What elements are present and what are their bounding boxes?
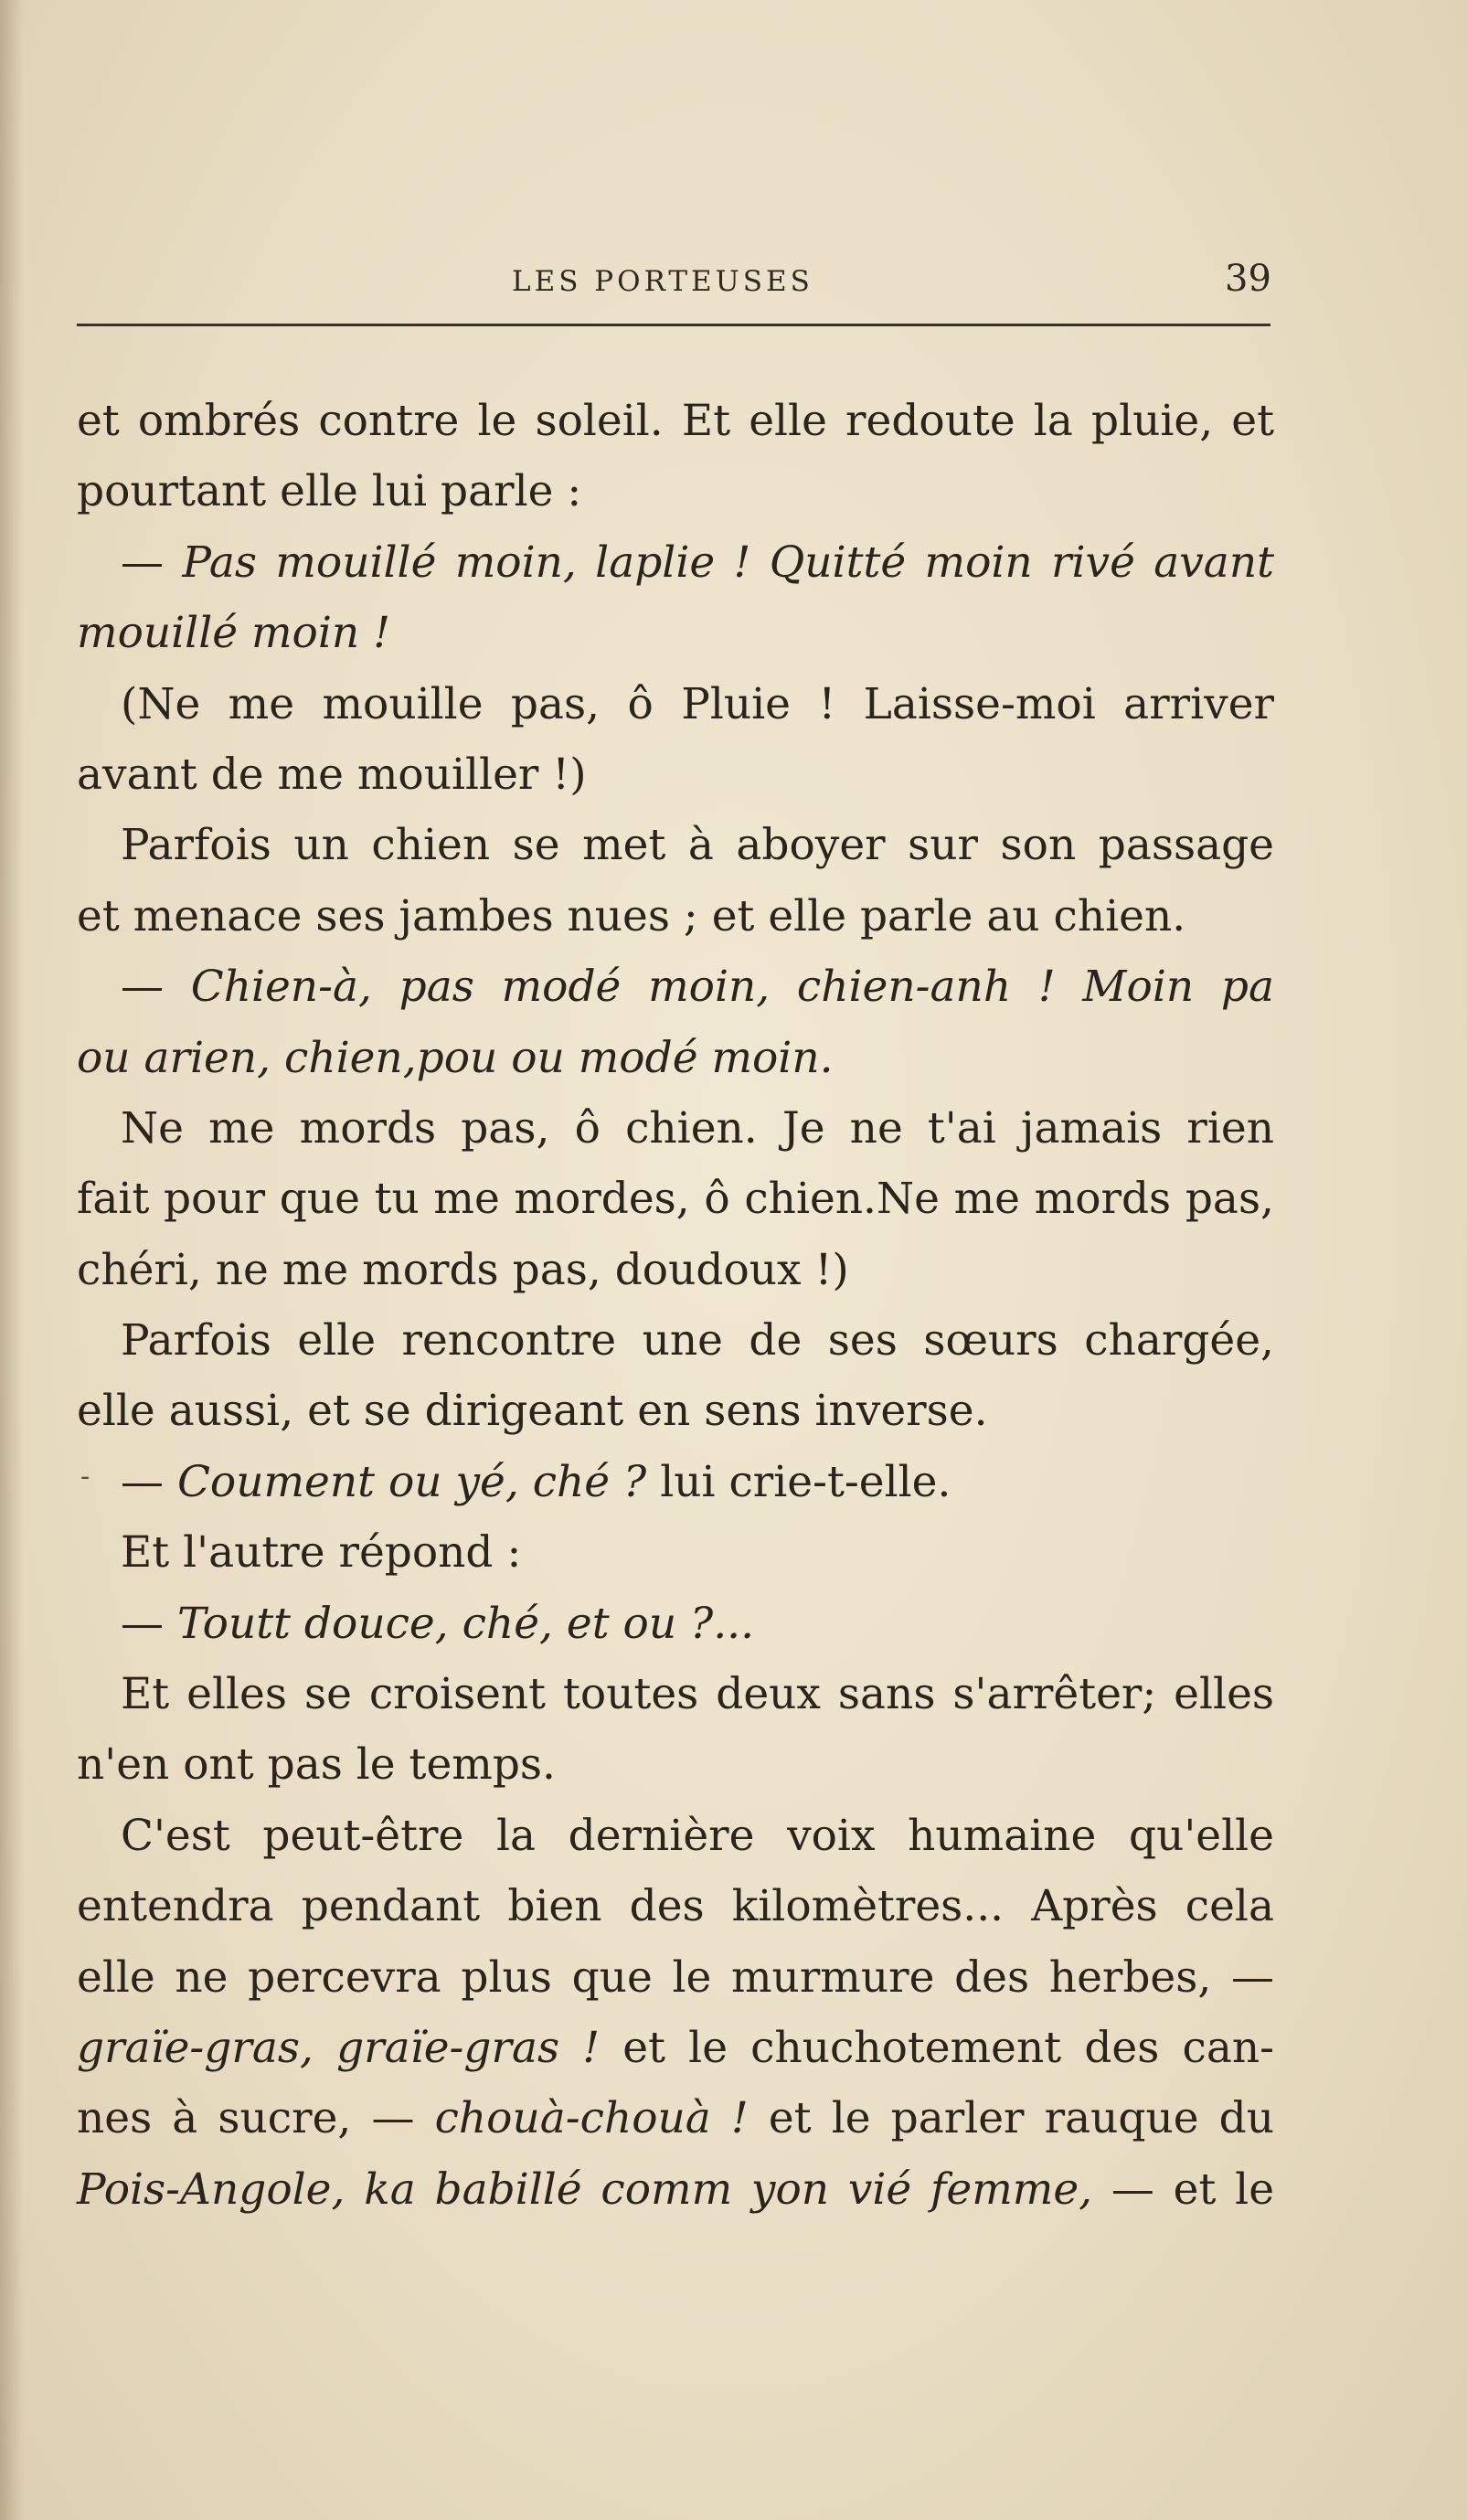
text-segment: Parfois elle rencontre une de ses sœurs chargée, (121, 1315, 1274, 1366)
text-line (77, 527, 1274, 598)
text-line (77, 1023, 1274, 1093)
body-text (77, 386, 1274, 2225)
text-line (77, 2013, 1274, 2083)
text-line (77, 739, 1274, 810)
page-gutter-shadow (0, 0, 24, 2520)
text-line (77, 2083, 1274, 2153)
running-title: LES PORTEUSES (512, 265, 813, 298)
stray-mark: - (80, 1461, 90, 1493)
text-segment: avant de me mouiller !) (77, 749, 587, 800)
page-header (0, 258, 1467, 313)
text-segment: elle aussi, et se dirigeant en sens inverse. (77, 1386, 988, 1437)
text-segment: chéri, ne me mords pas, doudoux !) (77, 1244, 849, 1295)
text-segment: C'est peut-être la dernière voix humaine qu'elle (121, 1810, 1274, 1861)
creole-text: Pas mouillé moin, laplie ! Quitté moin rivé avant (182, 537, 1274, 588)
text-segment: pourtant elle lui parle : (77, 466, 582, 517)
header-rule (77, 324, 1270, 326)
text-line (77, 952, 1274, 1022)
text-segment: — (121, 1598, 177, 1649)
text-line (77, 2154, 1274, 2225)
creole-text: Coument ou yé, ché ? (176, 1456, 647, 1507)
text-line (77, 1164, 1274, 1234)
text-segment: elle ne percevra plus que le murmure des herbes, — (77, 1951, 1274, 2003)
text-segment: et menace ses jambes nues ; et elle parle au chien. (77, 890, 1186, 941)
text-line (77, 1235, 1274, 1305)
text-segment: Et elles se croisent toutes deux sans s'arrêter; elles (121, 1669, 1274, 1720)
creole-text: chouà-chouà ! (434, 2093, 749, 2144)
text-segment: et le chuchotement des can- (600, 2022, 1274, 2073)
text-line (77, 669, 1274, 739)
creole-text: Toutt douce, ché, et ou ?... (176, 1598, 755, 1649)
creole-text: mouillé moin ! (77, 608, 390, 659)
text-line (77, 810, 1274, 880)
text-line (77, 1871, 1274, 1941)
text-segment: entendra pendant bien des kilomètres... Après cela (77, 1881, 1274, 1932)
text-line (77, 1801, 1274, 1871)
text-segment: Et l'autre répond : (121, 1527, 522, 1579)
text-segment: Ne me mords pas, ô chien. Je ne t'ai jamais rien (121, 1102, 1274, 1154)
text-line (77, 456, 1274, 526)
page-number: 39 (1225, 258, 1271, 300)
text-segment: nes à sucre, — (77, 2093, 435, 2144)
text-line (77, 386, 1274, 456)
text-line (77, 1093, 1274, 1164)
text-line (77, 598, 1274, 668)
creole-text: Chien-à, pas modé moin, chien-anh ! Moin pa (190, 962, 1274, 1013)
text-segment: — et le (1092, 2164, 1275, 2215)
text-line (77, 881, 1274, 952)
text-line (77, 1447, 1274, 1517)
creole-text: Pois-Angole, ka babillé comm yon vié femme, (77, 2164, 1093, 2215)
text-segment: — (121, 537, 183, 588)
text-segment: lui crie-t-elle. (646, 1456, 951, 1507)
text-segment: — (121, 962, 191, 1013)
text-line (77, 1305, 1274, 1376)
creole-text: graïe-gras, graïe-gras ! (77, 2022, 601, 2073)
creole-text: ou arien, chien,pou ou modé moin. (77, 1032, 834, 1083)
text-segment: n'en ont pas le temps. (77, 1739, 556, 1791)
text-line (77, 1376, 1274, 1446)
text-segment: fait pour que tu me mordes, ô chien.Ne me mords pas, (77, 1174, 1274, 1225)
text-segment: — (121, 1456, 177, 1507)
text-segment: Parfois un chien se met à aboyer sur son passage (121, 820, 1274, 871)
text-segment: et le parler rauque du (748, 2093, 1275, 2144)
text-segment: (Ne me mouille pas, ô Pluie ! Laisse-moi arriver (121, 678, 1274, 729)
text-segment: et ombrés contre le soleil. Et elle redoute la pluie, et (77, 396, 1274, 446)
text-line (77, 1589, 1274, 1659)
text-line (77, 1729, 1274, 1800)
text-line (77, 1659, 1274, 1729)
text-line (77, 1517, 1274, 1588)
text-line (77, 1942, 1274, 2013)
